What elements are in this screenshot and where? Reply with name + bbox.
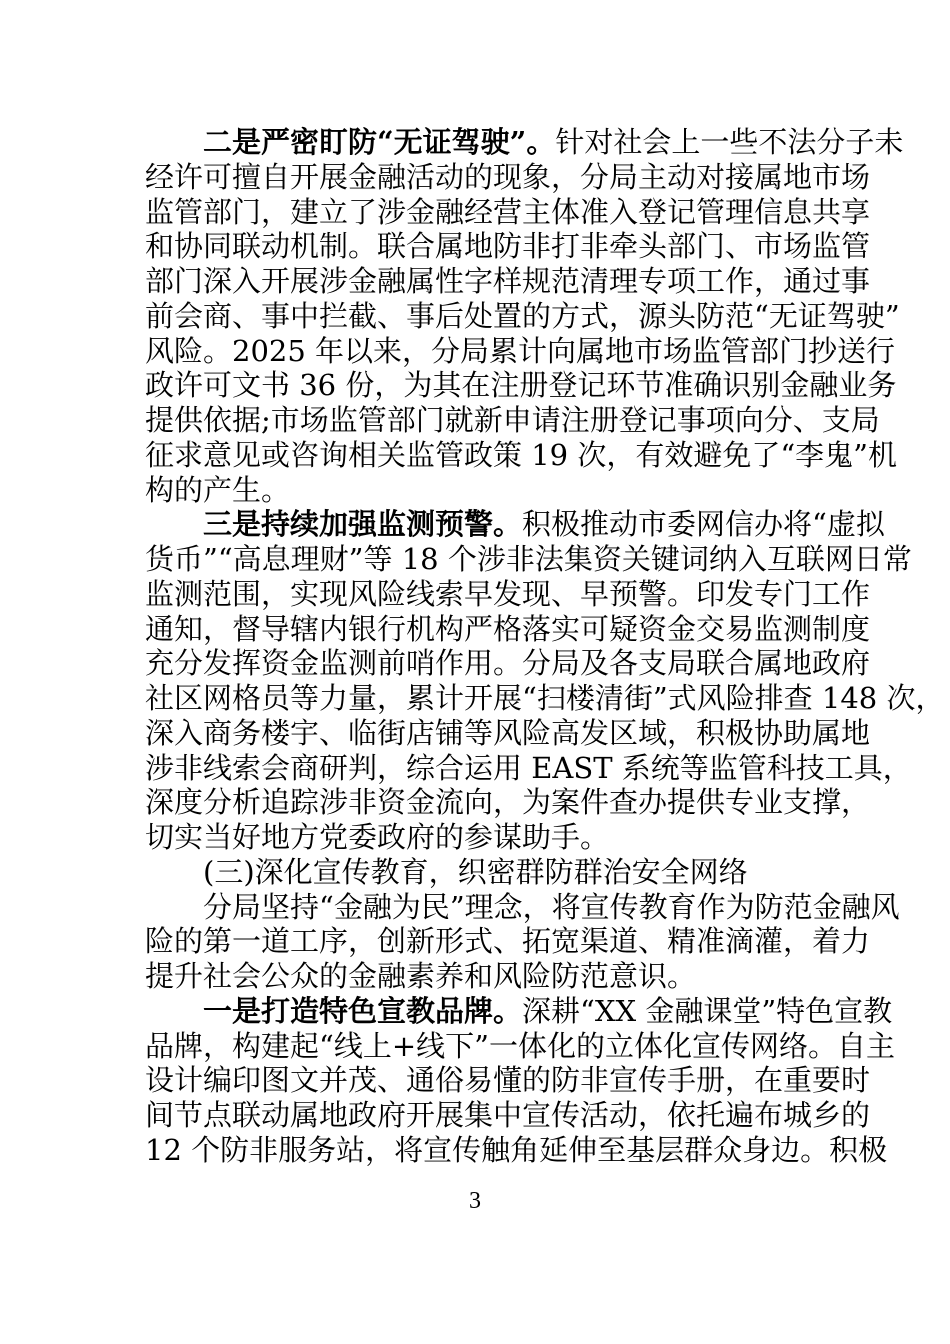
text-line	[145, 646, 871, 681]
text-line	[145, 298, 900, 334]
bold-lead-heading: 二是严密盯防“无证驾驶”。	[203, 125, 556, 159]
text-line	[145, 473, 807, 508]
text-line	[145, 889, 900, 925]
text-line	[145, 924, 871, 959]
text-line	[145, 1098, 871, 1133]
text-line	[145, 1063, 871, 1098]
text-line	[145, 993, 893, 1029]
line-text: 分局坚持“金融为民”理念，将宣传教育作为防范金融风	[203, 889, 900, 924]
text-line	[145, 959, 807, 994]
text-line	[145, 1132, 888, 1168]
paragraph	[145, 889, 900, 994]
text-line	[145, 437, 897, 473]
line-text: 12 个防非服务站，将宣传触角延伸至基层群众身边。积极	[145, 1132, 888, 1167]
line-text: 设计编印图文并茂、通俗易懂的防非宣传手册，在重要时	[145, 1063, 871, 1098]
line-text: 积极推动市委网信办将“虚拟	[522, 507, 885, 542]
paragraph	[145, 855, 807, 890]
line-text: 充分发挥资金监测前哨作用。分局及各支局联合属地政府	[145, 646, 871, 681]
line-text: 深耕“XX 金融课堂”特色宣教	[522, 993, 893, 1028]
line-text: 政许可文书 36 份，为其在注册登记环节准确识别金融业务	[145, 368, 897, 403]
line-text: 深度分析追踪涉非资金流向，为案件查办提供专业支撑，	[145, 785, 871, 820]
line-text: 涉非线索会商研判，综合运用 EAST 系统等监管科技工具，	[145, 750, 912, 785]
line-text: 风险。2025 年以来，分局累计向属地市场监管部门抄送行	[145, 333, 896, 368]
line-text: 品牌，构建起“线上+线下”一体化的立体化宣传网络。自主	[145, 1028, 895, 1063]
line-text: 监测范围，实现风险线索早发现、早预警。印发专门工作	[145, 576, 871, 611]
line-text: 提升社会公众的金融素养和风险防范意识。	[145, 959, 697, 993]
line-text: (三)深化宣传教育，织密群防群治安全网络	[203, 854, 748, 889]
text-line	[145, 264, 871, 299]
paragraph	[145, 507, 945, 855]
line-text: 和协同联动机制。联合属地防非打非牵头部门、市场监管	[145, 229, 871, 264]
text-line	[145, 507, 885, 542]
line-text: 经许可擅自开展金融活动的现象，分局主动对接属地市场	[145, 159, 871, 194]
text-line	[145, 611, 871, 647]
text-line	[145, 785, 871, 820]
line-text: 针对社会上一些不法分子未	[555, 125, 904, 159]
line-text: 部门深入开展涉金融属性字样规范清理专项工作，通过事	[145, 264, 871, 298]
line-text: 切实当好地方党委政府的参谋助手。	[145, 820, 610, 854]
paragraph	[145, 125, 904, 507]
line-text: 构的产生。	[145, 472, 291, 507]
line-text: 通知，督导辖内银行机构严格落实可疑资金交易监测制度	[145, 611, 871, 646]
line-text: 间节点联动属地政府开展集中宣传活动，依托遍布城乡的	[145, 1098, 871, 1132]
page-number: 3	[469, 1188, 481, 1214]
line-text: 提供依据;市场监管部门就新申请注册登记事项向分、支局	[145, 403, 880, 437]
text-line	[145, 855, 807, 890]
text-line	[145, 194, 871, 230]
text-line	[145, 125, 904, 160]
line-text: 险的第一道工序，创新形式、拓宽渠道、精准滴灌，着力	[145, 924, 871, 959]
text-line	[145, 368, 897, 403]
text-line	[145, 715, 871, 751]
line-text: 监管部门，建立了涉金融经营主体准入登记管理信息共享	[145, 194, 871, 229]
text-line	[145, 750, 912, 786]
bold-lead-heading: 三是持续加强监测预警。	[203, 507, 523, 542]
text-line	[145, 542, 912, 577]
line-text: 前会商、事中拦截、事后处置的方式，源头防范“无证驾驶”	[145, 298, 900, 333]
text-line	[145, 681, 945, 716]
line-text: 货币”“高息理财”等 18 个涉非法集资关键词纳入互联网日常	[145, 542, 912, 576]
text-line	[145, 1028, 895, 1064]
paragraph	[145, 993, 895, 1168]
text-line	[145, 229, 871, 264]
document-body	[145, 125, 945, 1168]
text-line	[145, 159, 871, 195]
text-line	[145, 403, 880, 438]
text-line	[145, 333, 896, 369]
text-line	[145, 576, 871, 612]
line-text: 征求意见或咨询相关监管政策 19 次，有效避免了“李鬼”机	[145, 437, 897, 472]
bold-lead-heading: 一是打造特色宣教品牌。	[203, 993, 523, 1028]
text-line	[145, 820, 807, 855]
line-text: 社区网格员等力量，累计开展“扫楼清街”式风险排查 148 次，	[145, 681, 945, 715]
line-text: 深入商务楼宇、临街店铺等风险高发区域，积极协助属地	[145, 715, 871, 750]
